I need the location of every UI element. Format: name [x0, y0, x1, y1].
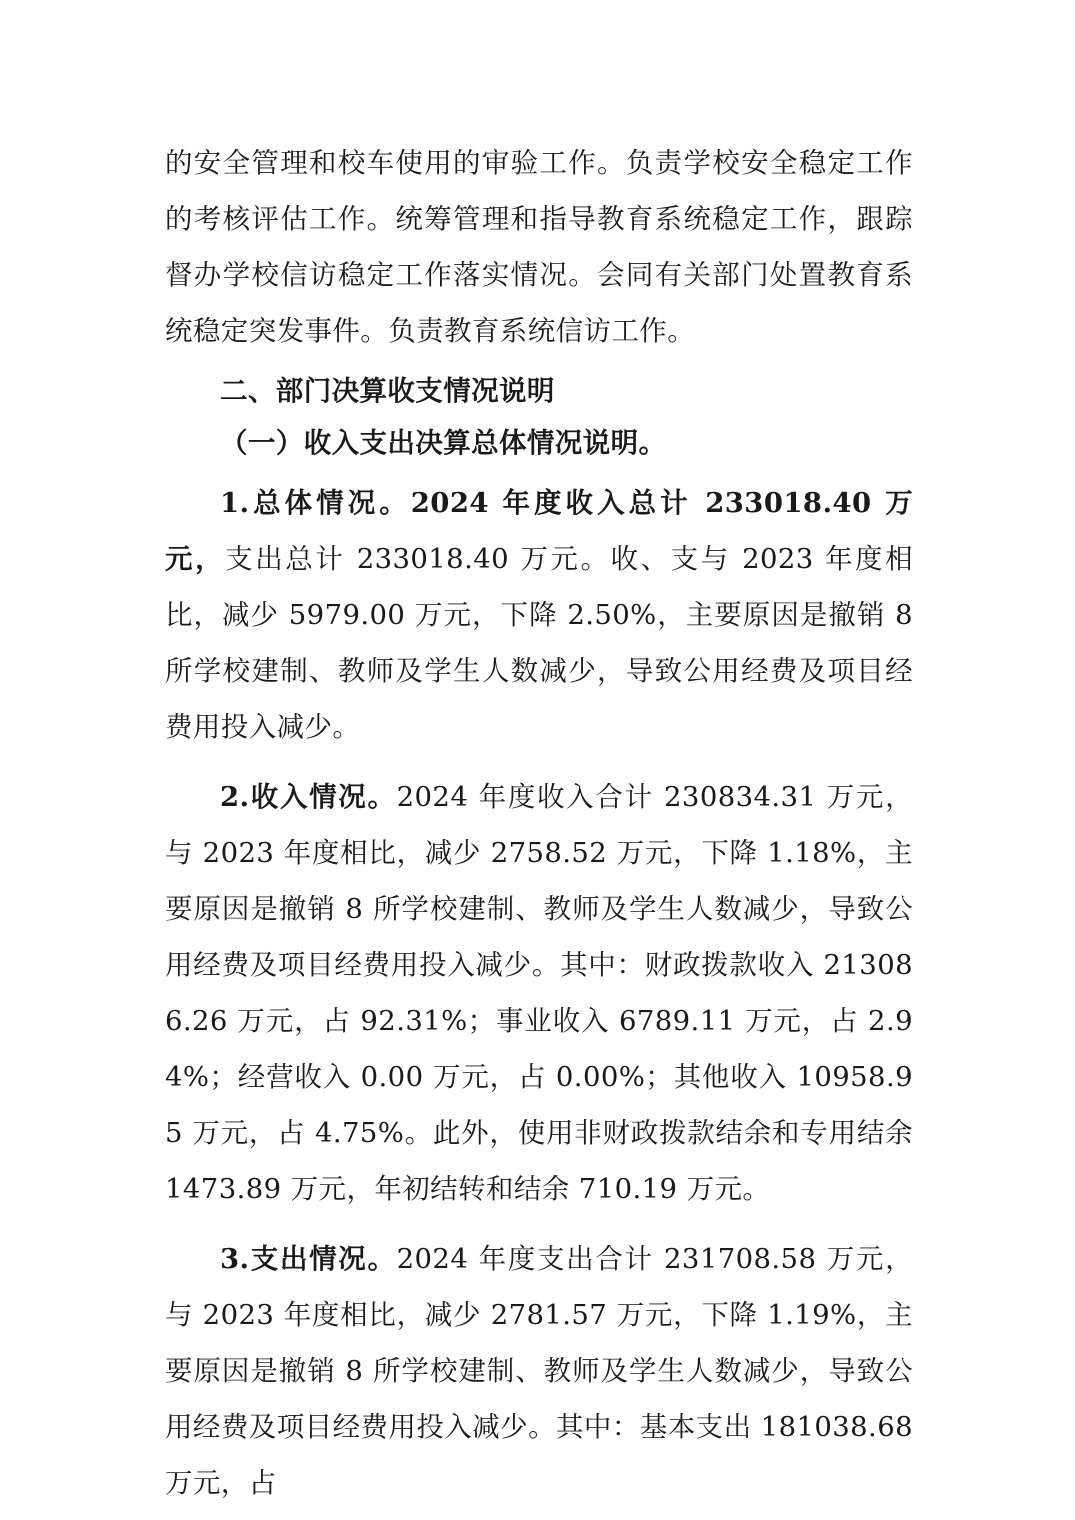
paragraph-overall-body: 支出总计 233018.40 万元。收、支与 2023 年度相比，减少 5979.00 万元，下降 2.50%，主要原因是撤销 8 所学校建制、教师及学生人数减少，导致公用经费及项目经费用投入减少。: [165, 543, 913, 743]
subsection-heading-1: （一）收入支出决算总体情况说明。: [220, 427, 667, 459]
section-heading-2: 二、部门决算收支情况说明: [220, 375, 555, 407]
paragraph-overall: [165, 475, 913, 755]
paragraph-duties-continued: 的安全管理和校车使用的审验工作。负责学校安全稳定工作的考核评估工作。统筹管理和指导教育系统稳定工作，跟踪督办学校信访稳定工作落实情况。会同有关部门处置教育系统稳定突发事件。负责教育系统信访工作。: [165, 147, 913, 347]
document-page: [165, 135, 913, 1511]
paragraph-income-lead: 2.收入情况。: [220, 781, 397, 813]
paragraph-income: [165, 769, 913, 1217]
paragraph-income-body: 2024 年度收入合计 230834.31 万元，与 2023 年度相比，减少 2758.52 万元，下降 1.18%，主要原因是撤销 8 所学校建制、教师及学生人数减少，导致公用经费及项目经费用投入减少。其中：财政拨款收入 213086.26 万元，占 92.31%；事业收入 6789.11 万元，占 2.94%；经营收入 0.00 万元，占 0.00%；其他收入 10958.95 万元，占 4.75%。此外，使用非财政拨款结余和专用结余 1473.89 万元，年初结转和结余 710.19 万元。: [165, 781, 913, 1205]
paragraph-expenditure-body: 2024 年度支出合计 231708.58 万元，与 2023 年度相比，减少 2781.57 万元，下降 1.19%，主要原因是撤销 8 所学校建制、教师及学生人数减少，导致公用经费及项目经费用投入减少。其中：基本支出 181038.68 万元，占: [165, 1243, 913, 1499]
paragraph-expenditure-lead: 3.支出情况。: [220, 1243, 397, 1275]
paragraph-overall-lead: 1.总体情况。2024 年度收入总计 233018.40 万元，: [165, 487, 913, 575]
paragraph-expenditure: [165, 1231, 913, 1511]
